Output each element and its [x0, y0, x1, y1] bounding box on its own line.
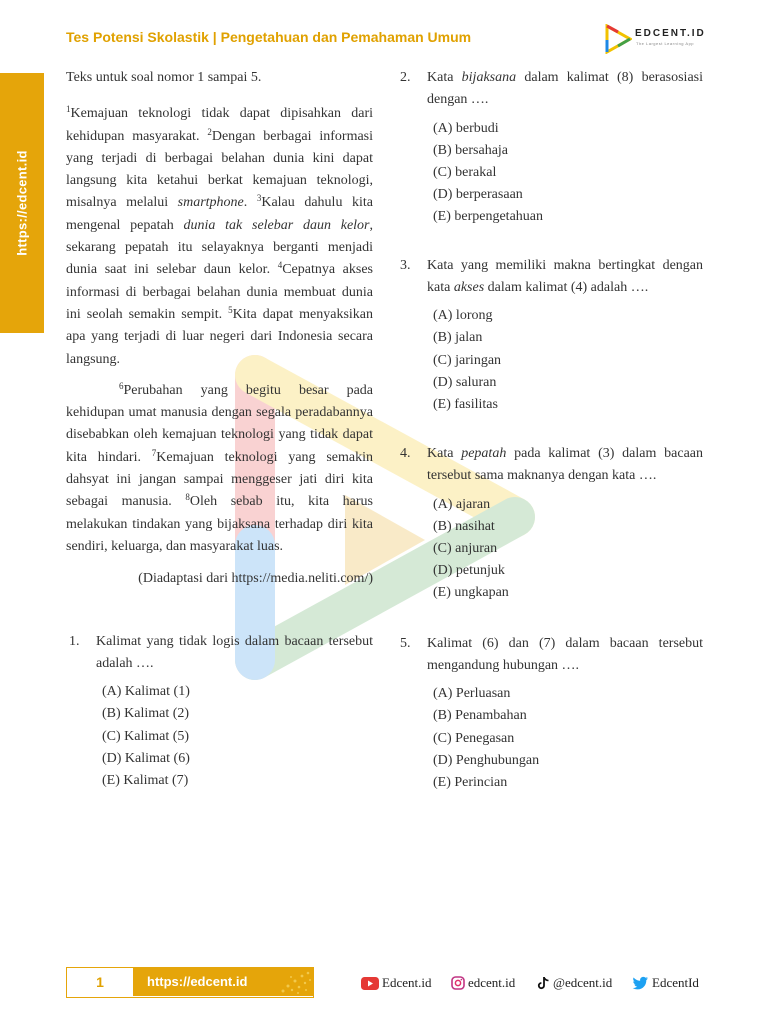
option-c[interactable]: (C) jaringan	[433, 352, 502, 368]
option-b[interactable]: (B) jalan	[433, 330, 483, 346]
question-text-italic: bijaksana	[461, 70, 517, 85]
sentence-number: 5	[228, 304, 233, 315]
footer-url-link[interactable]: https://edcent.id	[133, 968, 313, 996]
option-b[interactable]: (B) Kalimat (2)	[102, 706, 190, 722]
passage-source: (Diadaptasi dari https://media.neliti.com/)	[138, 571, 373, 587]
option-e[interactable]: (E) berpengetahuan	[433, 209, 543, 225]
question-text-b: dalam kalimat (8) berasosiasi dengan ….	[427, 70, 703, 108]
question-number: 3.	[400, 257, 411, 273]
twitter-label: EdcentId	[652, 975, 699, 990]
question-4-options	[397, 494, 703, 605]
question-text: Kalimat (6) dan (7) dalam bacaan tersebut mengandung hubungan ….	[427, 635, 703, 673]
option-d[interactable]: (D) saluran	[433, 374, 497, 390]
question-text-a: Kata	[427, 70, 454, 85]
instagram-icon	[451, 976, 465, 990]
question-number: 2.	[400, 70, 411, 85]
side-url-label: https://edcent.id	[14, 150, 30, 256]
option-e[interactable]: (E) ungkapan	[433, 585, 509, 601]
option-c[interactable]: (C) Penegasan	[433, 730, 515, 746]
tiktok-label: @edcent.id	[553, 975, 613, 990]
question-3-options	[397, 305, 703, 416]
question-number: 4.	[400, 446, 411, 462]
question-number: 1.	[69, 633, 80, 649]
option-a[interactable]: (A) Perluasan	[433, 686, 511, 702]
page-header-title: Tes Potensi Skolastik | Pengetahuan dan Pemahaman Umum	[66, 29, 472, 45]
sentence-number: 6	[119, 380, 124, 391]
sentence-1: Kemajuan teknologi tidak dapat dipisahkan dari kehidupan masyarakat.	[66, 106, 373, 144]
passage-intro: Teks untuk soal nomor 1 sampai 5.	[66, 70, 262, 85]
option-a[interactable]: (A) Kalimat (1)	[102, 684, 190, 700]
option-e[interactable]: (E) fasilitas	[433, 396, 498, 412]
passage-paragraph-1: $^1$Kemajuan teknologi tidak dapat dipisahkan dari kehidupan masyarakat. $^2$Dengan berbagai informasi yang terjadi di berbagai belahan dunia kini dapat langsung kita ketahui berkat kemajuan teknologi, misalnya melalui smartphone. $^3$Kalau dahulu kita mengenal pepatah dunia tak selebar daun kelor, sekarang pepatah itu selayaknya berganti menjadi dunia saat ini selebar daun kelor. $^4$Cepatnya akses informasi di berbagai belahan dunia membuat dunia ini seolah semakin sempit. $^5$Kita dapat menyaksikan apa yang terjadi di luar negeri dari Indonesia secara langsung.	[66, 104, 374, 367]
sentence-number: 2	[207, 126, 212, 137]
question-5-options	[397, 683, 703, 794]
question-1-options	[66, 681, 373, 792]
sentence-6: Perubahan yang begitu besar pada kehidupan umat manusia dengan segala peradabannya disebabkan oleh kemajuan teknologi yang tidak dapat kita hindari.	[66, 382, 373, 465]
question-text-italic: akses	[453, 279, 485, 295]
tiktok-icon	[537, 976, 550, 990]
sentence-number: 3	[256, 193, 262, 204]
side-url-tab[interactable]	[0, 73, 44, 333]
option-b[interactable]: (B) nasihat	[433, 518, 495, 534]
question-2	[397, 67, 703, 112]
page-number: 1	[96, 974, 104, 990]
question-text-a: Kata yang memiliki makna bertingkat dengan kata	[427, 257, 703, 295]
option-e[interactable]: (E) Perincian	[433, 774, 508, 790]
left-column	[66, 67, 373, 793]
option-c[interactable]: (C) berakal	[433, 164, 497, 180]
youtube-label: Edcent.id	[382, 975, 432, 990]
option-b[interactable]: (B) bersahaja	[433, 142, 509, 158]
twitter-icon	[632, 976, 649, 990]
right-column	[397, 67, 703, 794]
footer-tiktok[interactable]	[537, 975, 612, 991]
question-text-b: pada kalimat (3) dalam bacaan tersebut sama maknanya dengan kata ….	[427, 446, 704, 484]
sentence-4: Cepatnya akses informasi di berbagai belahan dunia membuat dunia ini seolah semakin sempit.	[66, 262, 374, 322]
play-logo-icon	[604, 24, 632, 54]
sentence-8: Oleh sebab itu, kita harus melakukan tindakan yang bijaksana terhadap diri kita sendiri, keluarga, dan masyarakat luas.	[66, 494, 374, 554]
option-a[interactable]: (A) lorong	[433, 308, 493, 324]
sentence-number: 1	[66, 104, 71, 115]
option-d[interactable]: (D) Kalimat (6)	[102, 751, 190, 767]
option-d[interactable]: (D) petunjuk	[433, 563, 505, 579]
passage-paragraph-2	[66, 380, 373, 558]
question-text-b: dalam kalimat (4) adalah ….	[487, 279, 649, 295]
footer-youtube[interactable]	[361, 975, 431, 991]
option-a[interactable]: (A) berbudi	[433, 120, 499, 136]
option-e[interactable]: (E) Kalimat (7)	[102, 773, 189, 789]
sentence-3-italic: dunia tak selebar daun kelor	[183, 217, 370, 233]
decorative-dots-icon	[279, 969, 313, 996]
footer-page-box	[66, 967, 314, 998]
option-b[interactable]: (B) Penambahan	[433, 708, 527, 724]
option-c[interactable]: (C) anjuran	[433, 541, 498, 557]
edcent-logo	[604, 24, 714, 56]
question-text-italic: pepatah	[461, 446, 507, 462]
sentence-3b: , sekarang pepatah itu selayaknya berganti menjadi dunia saat ini selebar daun kelor.	[66, 217, 373, 278]
question-3	[397, 255, 703, 300]
question-5	[397, 633, 703, 678]
sentence-number: 8	[185, 492, 190, 503]
footer-twitter[interactable]	[632, 975, 699, 991]
sentence-7: Kemajuan teknologi yang semakin dahsyat ini jangan sampai menggeser jati diri kita sebagai manusia.	[66, 449, 373, 510]
sentence-number: 4	[277, 260, 283, 271]
logo-tagline: The Largest Learning App	[636, 41, 695, 46]
sentence-5: Kita dapat menyaksikan apa yang terjadi di luar negeri dari Indonesia secara langsung.	[66, 306, 374, 367]
question-2-options	[397, 118, 703, 229]
sentence-2: Dengan berbagai informasi yang terjadi di berbagai belahan dunia kini dapat langsung kita ketahui berkat kemajuan teknologi, misalnya melalui	[66, 128, 374, 211]
option-d[interactable]: (D) berperasaan	[433, 187, 523, 203]
question-4	[397, 443, 703, 488]
option-c[interactable]: (C) Kalimat (5)	[102, 728, 190, 744]
footer-instagram[interactable]	[451, 975, 515, 991]
question-text: Kalimat yang tidak logis dalam bacaan tersebut adalah ….	[96, 633, 373, 671]
option-d[interactable]: (D) Penghubungan	[433, 752, 540, 768]
youtube-icon	[361, 977, 379, 990]
option-a[interactable]: (A) ajaran	[433, 496, 491, 512]
question-1	[66, 631, 373, 676]
sentence-number: 7	[151, 447, 157, 458]
sentence-2-italic: smartphone	[177, 195, 244, 211]
instagram-label: edcent.id	[468, 975, 516, 990]
sentence-3a: Kalau dahulu kita mengenal pepatah	[66, 195, 373, 233]
logo-brand: EDCENT.ID	[635, 28, 706, 39]
question-text-a: Kata	[427, 446, 454, 462]
question-number: 5.	[400, 635, 411, 651]
